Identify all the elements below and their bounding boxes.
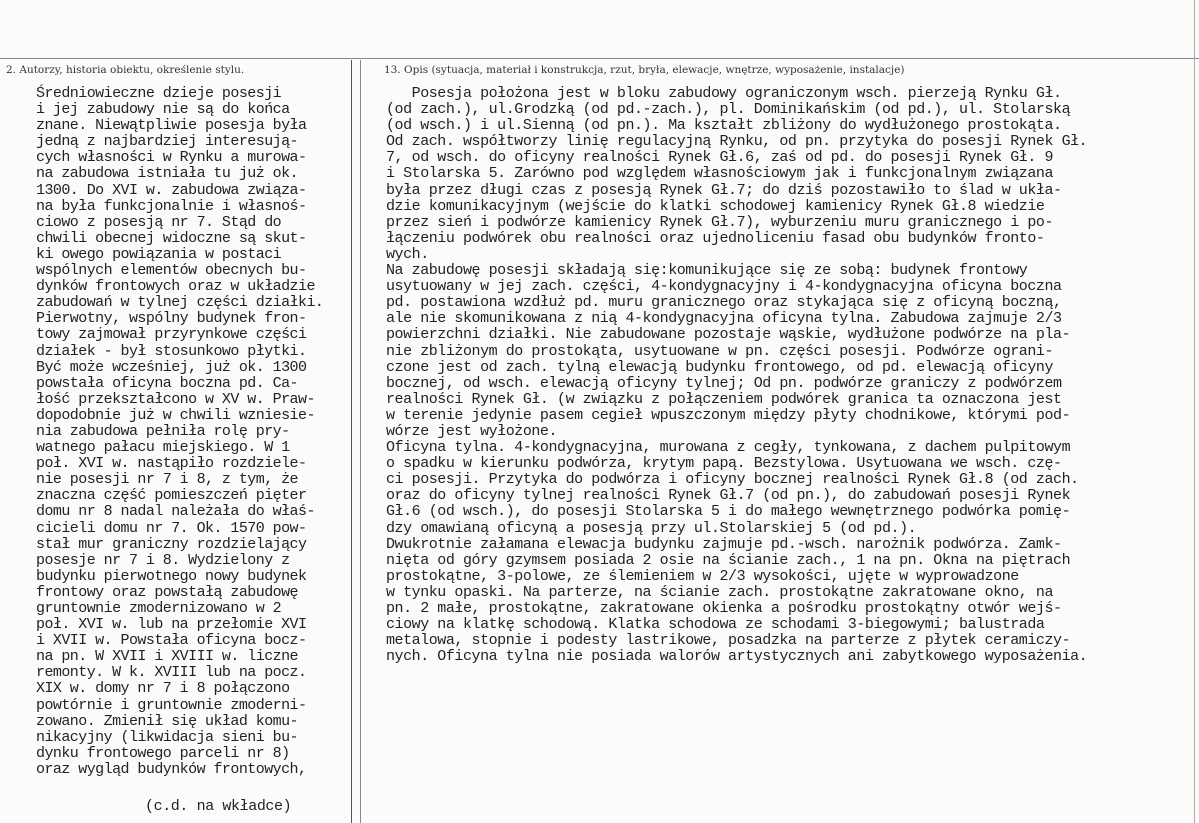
history-text-line: na zabudowa istniała tu już ok. <box>36 165 298 183</box>
history-text-line: wspólnych elementów obecnych bu- <box>36 262 307 280</box>
description-text-line: Na zabudowę posesji składają się:komunikujące się ze sobą: budynek frontowy <box>386 262 1028 280</box>
description-text-line: Posesja położona jest w bloku zabudowy ograniczonym wsch. pierzeją Rynku Gł. <box>386 85 1062 102</box>
description-text-line: Oficyna tylna. 4-kondygnacyjna, murowana z cegły, tynkowana, z dachem pulpitowym <box>386 439 1071 457</box>
description-text-line: nięta od góry gzymsem posiada 2 osie na ścianie zach., 1 na pn. Okna na piętrach <box>386 551 1071 569</box>
description-text-line: i Stolarska 5. Zarówno pod względem własnościowym jak i funkcjonalnym związana <box>386 165 1054 183</box>
description-text-line: bocznej, od wsch. elewacją oficyny tylnej; Od pn. podwórze graniczy z podwórzem <box>386 374 1062 392</box>
history-text-line: poł. XVI w. lub na przełomie XVI <box>36 616 307 634</box>
description-text-line: prostokątne, 3-polowe, ze ślemieniem w 2/3 wysokości, ujęte w wyprowadzone <box>386 567 1019 585</box>
history-text-line: oraz wygląd budynków frontowych, <box>36 760 307 778</box>
description-text-line: ale nie skomunikowana z nią 4-kondygnacyjna oficyna tylna. Zabudowa zajmuje 2/3 <box>386 310 1062 328</box>
history-text-line: znaczna część pomieszczeń pięter <box>36 487 307 505</box>
history-text-line: zowano. Zmienił się układ komu- <box>36 712 298 730</box>
section-heading-description: 13. Opis (sytuacja, materiał i konstrukcja, rzut, bryła, elewacje, wnętrze, wyposażenie, instalacje) <box>384 64 905 76</box>
description-text-column <box>386 86 1186 665</box>
history-text-line: dynków frontowych oraz w układzie <box>36 278 315 296</box>
card-right-edge <box>1194 0 1195 823</box>
history-text-line: domu nr 8 nadal należała do właś- <box>36 503 315 521</box>
description-text-line: nych. Oficyna tylna nie posiada walorów artystycznych ani zabytkowego wyposażenia. <box>386 648 1088 666</box>
history-text-line: powtórnie i gruntownie zmoderni- <box>36 696 307 714</box>
description-text-line: oraz do oficyny tylnej realności Rynek Gł.7 (od pn.), do zabudowań posesji Rynek <box>386 487 1071 505</box>
history-text-line: nie posesji nr 7 i 8, z tym, że <box>36 471 298 489</box>
description-text-line: wórze jest wyłożone. <box>386 422 558 440</box>
description-text-line: Od zach. współtworzy linię regulacyjną Rynku, od pn. przytyka do posesji Rynek Gł. <box>386 133 1088 151</box>
history-text-line: Być może wcześniej, już ok. 1300 <box>36 358 307 376</box>
description-text-line: była przez długi czas z posesją Rynek Gł.7; do dziś pozostawiło to ślad w ukła- <box>386 181 1062 199</box>
history-text-line: dynku frontowego parceli nr 8) <box>36 744 290 762</box>
description-text-line: ciowy na klatkę schodową. Klatka schodowa ze schodami 3-biegowymi; balustrada <box>386 616 1045 634</box>
description-text-line: czone jest od zach. tylną elewacją budynku frontowego, od pd. elewacją oficyny <box>386 358 1054 376</box>
description-text-line: realności Rynek Gł. (w związku z połączeniem podwórek granica ta oznaczona jest <box>386 390 1062 408</box>
history-text-line: stał mur graniczny rozdzielający <box>36 535 307 553</box>
history-text-line: posesje nr 7 i 8. Wydzielony z <box>36 551 290 569</box>
history-text-line: i XVII w. Powstała oficyna bocz- <box>36 632 307 650</box>
history-text-line: nia zabudowa pełniła rolę pry- <box>36 422 290 440</box>
description-text-line: pn. 2 małe, prostokątne, zakratowane okienka a pośrodku prostokątny otwór wejś- <box>386 600 1062 617</box>
history-text-line: chwili obecnej widoczne są skut- <box>36 229 307 247</box>
history-text-line: dopodobnie już w chwili wzniesie- <box>36 406 315 424</box>
description-text-line: o spadku w kierunku podwórza, krytym papą. Bezstylowa. Usytuowana we wsch. czę- <box>386 455 1062 473</box>
history-text-line: ki owego powiązania w postaci <box>36 245 282 263</box>
column-divider-thick <box>351 60 352 823</box>
history-text-line: jedną z najbardziej interesują- <box>36 133 298 151</box>
column-divider-thin <box>360 60 361 823</box>
history-text-line: towy zajmował przyrynkowe części <box>36 326 307 344</box>
description-text-line: Gł.6 (od wsch.), do posesji Stolarska 5 i do małego wewnętrznego podwórka pomię- <box>386 503 1071 521</box>
description-text-line: w tynku opaski. Na parterze, na ścianie zach. prostokątne zakratowane okno, na <box>386 583 1054 601</box>
description-text-line: metalowa, stopnie i podesty lastrikowe, posadzka na parterze z płytek ceramiczy- <box>386 632 1071 650</box>
history-text-line: powstała oficyna boczna pd. Ca- <box>36 374 298 392</box>
history-text-line: Średniowieczne dzieje posesji <box>36 85 282 102</box>
continuation-note: (c.d. na wkładce) <box>145 798 292 815</box>
description-text-line: ci posesji. Przytyka do podwórza i oficyny bocznej realności Rynek Gł.8 (od zach. <box>386 471 1079 489</box>
description-text-line: 7, od wsch. do oficyny realności Rynek Gł.6, zaś od pd. do posesji Rynek Gł. 9 <box>386 149 1054 167</box>
description-text-line: przez sień i podwórze kamienicy Rynek Gł.7), wyburzeniu muru granicznego i po- <box>386 213 1054 231</box>
history-text-line: cych własności w Rynku a murowa- <box>36 149 307 167</box>
description-text-line: (od wsch.) i ul.Sienną (od pn.). Ma kształt zbliżony do wydłużonego prostokąta. <box>386 117 1062 135</box>
description-text-line: łączeniu podwórek obu realności oraz ujednoliceniu fasad obu budynków fronto- <box>386 229 1045 247</box>
history-text-column <box>36 86 348 778</box>
history-text-line: ciowo z posesją nr 7. Stąd do <box>36 213 282 231</box>
description-text-line: dzie komunikacyjnym (wejście do klatki schodowej kamienicy Rynek Gł.8 wiedzie <box>386 197 1045 215</box>
history-text-line: działek - był stosunkowo płytki. <box>36 342 307 360</box>
history-text-line: poł. XVI w. nastąpiło rozdziele- <box>36 455 307 473</box>
history-text-line: Pierwotny, wspólny budynek fron- <box>36 310 307 328</box>
history-text-line: nikacyjny (likwidacja sieni bu- <box>36 728 298 746</box>
history-text-line: zabudowań w tylnej części działki. <box>36 294 324 312</box>
history-text-line: na pn. W XVII i XVIII w. liczne <box>36 648 298 666</box>
history-text-line: 1300. Do XVI w. zabudowa związa- <box>36 181 307 199</box>
description-text-line: pd. postawiona wzdłuż pd. muru granicznego oraz stykająca się z oficyną boczną, <box>386 294 1062 312</box>
history-text-line: gruntownie zmodernizowano w 2 <box>36 600 282 617</box>
header-rule <box>0 58 1199 59</box>
history-text-line: i jej zabudowy nie są do końca <box>36 101 290 119</box>
description-text-line: (od zach.), ul.Grodzką (od pd.-zach.), pl. Dominikańskim (od pd.), ul. Stolarską <box>386 101 1071 119</box>
section-heading-history: 2. Autorzy, historia obiektu, określenie stylu. <box>6 64 245 76</box>
history-text-line: cicieli domu nr 7. Ok. 1570 pow- <box>36 519 307 537</box>
history-text-line: na była funkcjonalnie i własnoś- <box>36 197 307 215</box>
history-text-line: budynku pierwotnego nowy budynek <box>36 567 307 585</box>
description-text-line: dzy omawianą oficyną a posesją przy ul.Stolarskiej 5 (od pd.). <box>386 519 917 537</box>
history-text-line: znane. Niewątpliwie posesja była <box>36 117 307 135</box>
history-text-line: remonty. W k. XVIII lub na pocz. <box>36 664 307 682</box>
history-text-line: frontowy oraz powstałą zabudowę <box>36 583 298 601</box>
description-text-line: Dwukrotnie załamana elewacja budynku zajmuje pd.-wsch. narożnik podwórza. Zamk- <box>386 535 1062 553</box>
description-text-line: w terenie jedynie pasem cegieł wpuszczonym między płyty chodnikowe, którymi pod- <box>386 406 1071 424</box>
description-text-line: usytuowany w jej zach. części, 4-kondygnacyjny i 4-kondygnacyjna oficyna boczna <box>386 278 1062 296</box>
description-text-line: nie zbliżonym do prostokąta, usytuowane w pn. części posesji. Podwórze ograni- <box>386 342 1054 360</box>
history-text-line: łość przekształcono w XV w. Praw- <box>36 390 315 408</box>
description-text-line: wych. <box>386 245 429 263</box>
history-text-line: XIX w. domy nr 7 i 8 połączono <box>36 680 290 698</box>
description-text-line: powierzchni działki. Nie zabudowane pozostaje wąskie, wydłużone podwórze na pla- <box>386 326 1071 344</box>
history-text-line: watnego pałacu miejskiego. W 1 <box>36 439 290 457</box>
